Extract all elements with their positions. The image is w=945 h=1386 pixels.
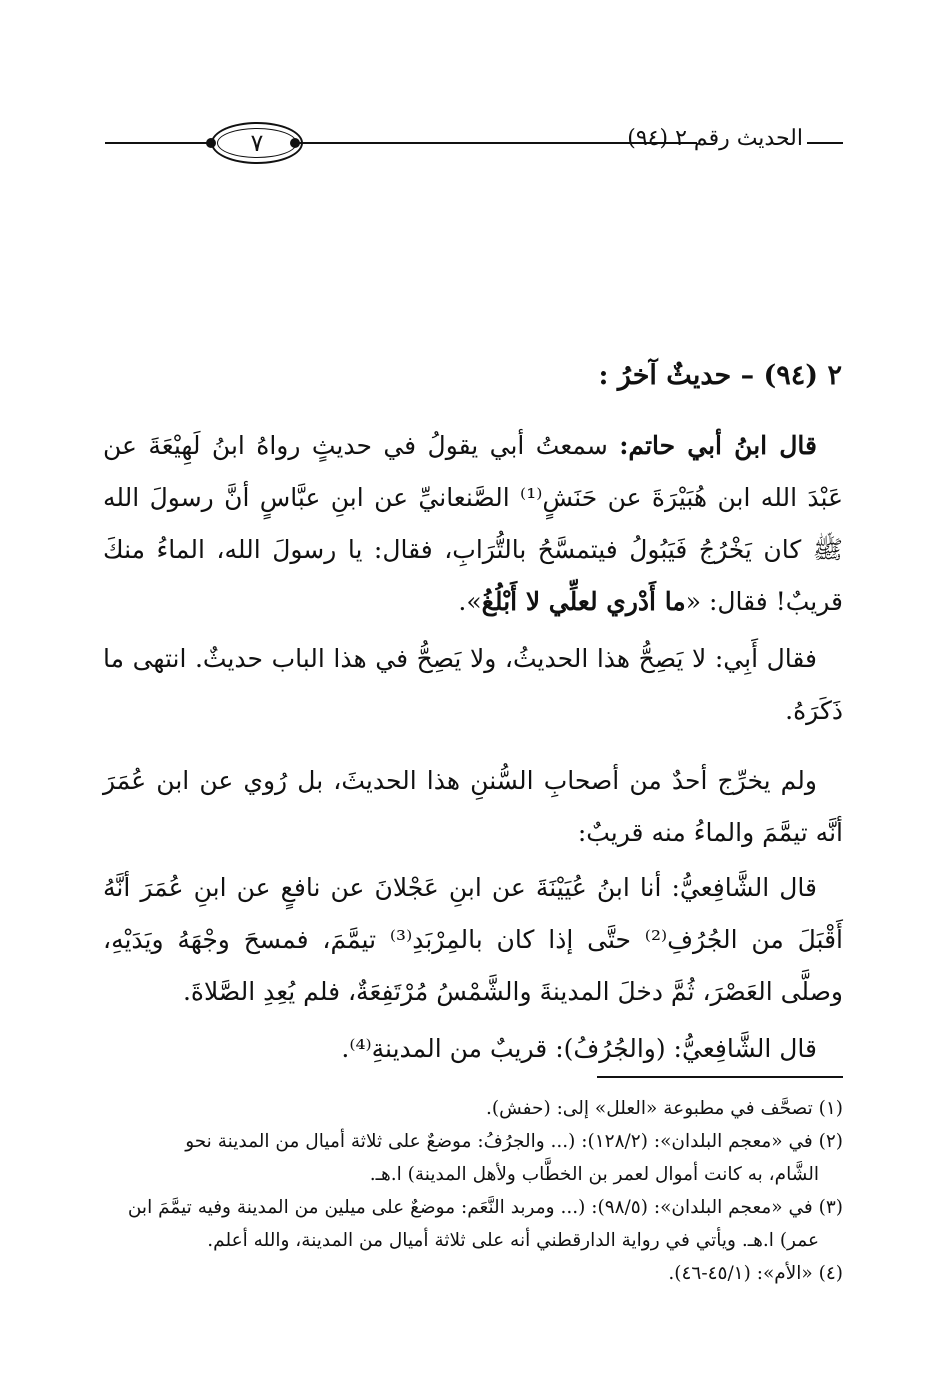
prophetic-quote: ما أَدْري لعلِّي لا أَبْلُغُ [481,587,686,616]
footnote-2-continuation: الشَّام، به كانت أموال لعمر بن الخطَّاب ولأهل المدينة) ا.هـ. [369,1164,819,1185]
header-rule-left [105,142,210,144]
footnote-separator [597,1076,843,1078]
paragraph-abi-verdict [103,633,843,737]
paragraph-ibn-abi-hatim [103,420,843,628]
paragraph-shafii-narration [103,862,843,1018]
paragraph-ibn-umar [103,755,843,859]
footnote-4: (٤) «الأم»: (٤٥/١-٤٦). [668,1263,843,1284]
paragraph-text: فقال أَبِي: لا يَصِحُّ هذا الحديثُ، ولا يَصِحُّ في هذا الباب حديثٌ. انتهى ما ذَكَرَهُ. [103,644,843,725]
running-title: الحديث رقم ٢ (٩٤) [627,126,803,151]
paragraph-text: سمعتُ أبي يقولُ في حديثٍ رواهُ ابنُ لَهِيْعَةَ عن عَبْدَ الله ابن هُبَيْرَةَ عن حَنَشٍ⁽¹⁾ الصَّنعانيِّ عن ابنِ عبَّاسٍ أنَّ رسولَ الله ﷺ كان يَخْرُجُ فَيَبُولُ فيتمسَّحُ بالتُّرَابِ، فقال: يا رسولَ الله، الماءُ منكَ قريبٌ! فقال: « [103,431,843,616]
header-rule-right [807,142,843,144]
footnote-3: (٣) في «معجم البلدان»: (٩٨/٥): (... ومربد النَّعَم: موضعٌ على ميلين من المدينة وفيه تيمَّمَ ابن [127,1197,843,1218]
footnote-2: (٢) في «معجم البلدان»: (١٢٨/٢): (... والجرُفُ: موضعٌ على ثلاثة أميال من المدينة نحو [185,1131,843,1152]
paragraph-text: قال الشَّافِعيُّ: أنا ابنُ عُيَيْنَةَ عن ابنِ عَجْلانَ عن نافعٍ عن ابنِ عُمَرَ أنَّهُ أَقْبَلَ من الجُرُفِ⁽²⁾ حتَّى إذا كان بالمِرْبَدِ⁽³⁾ تيمَّمَ، فمسحَ وجْهَهُ ويَدَيْهِ، وصلَّى العَصْرَ، ثُمَّ دخلَ المدينةَ والشَّمْسُ مُرْتَفِعَةٌ، فلم يُعِدِ الصَّلاةَ. [103,873,843,1006]
footnotes [103,1092,843,1290]
paragraph-text: ولم يخرِّج أحدٌ من أصحابِ السُّننِ هذا الحديثَ، بل رُوي عن ابن عُمَرَ أنَّه تيمَّمَ والماءُ منه قريبٌ: [103,766,843,847]
paragraph-text: قال الشَّافِعيُّ: (والجُرُفُ): قريبٌ من المدينةِ⁽⁴⁾. [341,1034,817,1063]
footnote-1: (١) تصحَّف في مطبوعة «العلل» إلى: (حفش). [486,1098,843,1119]
page-number: ٧ [250,129,264,157]
footnote-3-continuation: عمر) ا.هـ. ويأتي في رواية الدارقطني أنه على ثلاثة أميال من المدينة، والله أعلم. [207,1230,819,1251]
paragraph-lead: قال ابنُ أبي حاتم: [619,431,818,460]
paragraph-end: ». [458,587,482,616]
page-header [105,118,843,166]
paragraph-shafii-note [103,1023,843,1075]
hadith-heading: ٢ (٩٤) – حديثٌ آخرُ : [598,360,842,391]
